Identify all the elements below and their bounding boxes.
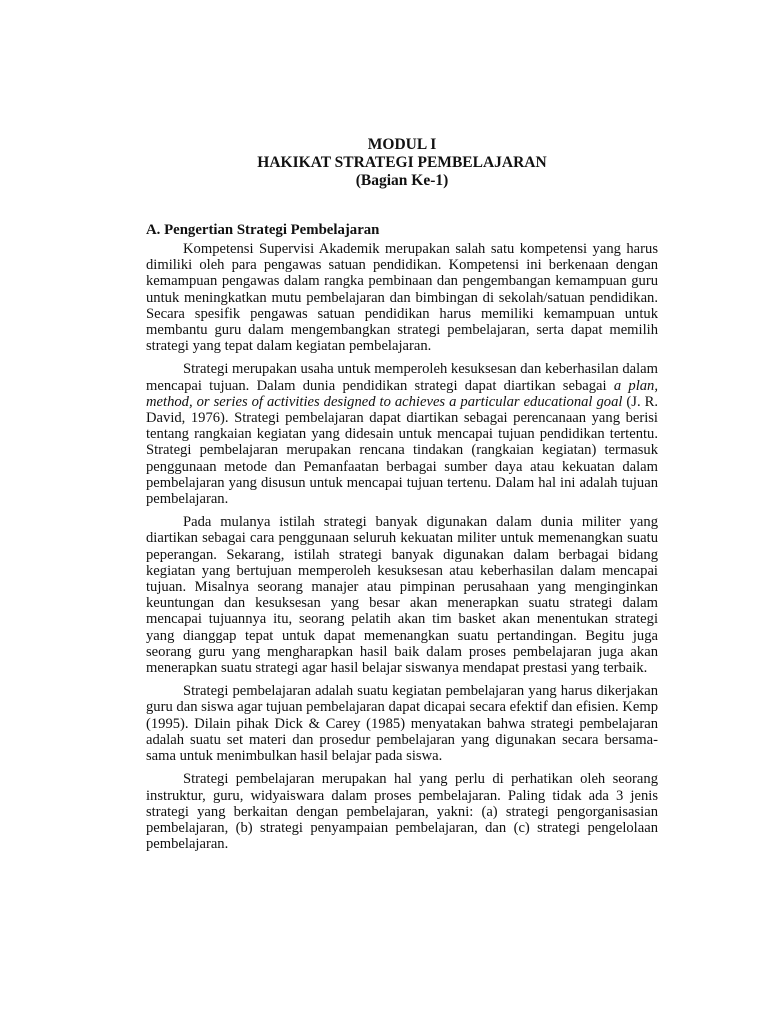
paragraph-4: Strategi pembelajaran adalah suatu kegiatan pembelajaran yang harus dikerjakan guru dan siswa agar tujuan pembelajaran dapat dicapai secara efektif dan efisien. Kemp (1995). Dilain pihak Dick & Carey (1985) menyatakan bahwa strategi pembelajaran adalah suatu set materi dan prosedur pembelajaran yang digunakan secara bersama-sama untuk menimbulkan hasil belajar pada siswa.: [146, 683, 658, 765]
paragraph-2-italic-quote: a plan, method, or series of activities designed to achieves a particular educational goal: [146, 377, 658, 410]
paragraph-5: Strategi pembelajaran merupakan hal yang perlu di perhatikan oleh seorang instruktur, guru, widyaiswara dalam proses pembelajaran. Paling tidak ada 3 jenis strategi yang berkaitan dengan pembelajaran, yakni: (a) strategi pengorganisasian pembelajaran, (b) strategi penyampaian pembelajaran, dan (c) strategi pengelolaan pembelajaran.: [146, 771, 658, 853]
paragraph-3: Pada mulanya istilah strategi banyak digunakan dalam dunia militer yang diartikan sebagai cara penggunaan seluruh kekuatan militer untuk memenangkan suatu peperangan. Sekarang, istilah strategi banyak digunakan dalam berbagai bidang kegiatan yang bertujuan memperoleh kesuksesan atau keberhasilan dalam mencapai tujuan. Misalnya seorang manajer atau pimpinan perusahaan yang menginginkan keuntungan dan kesuksesan yang besar akan menerapkan suatu strategi dalam mencapai tujuannya itu, seorang pelatih akan tim basket akan menentukan strategi yang dianggap tepat untuk dapat memenangkan suatu pertandingan. Begitu juga seorang guru yang mengharapkan hasil baik dalam proses pembelajaran juga akan menerapkan suatu strategi agar hasil belajar siswanya mendapat prestasi yang terbaik.: [146, 514, 658, 677]
paragraph-1: Kompetensi Supervisi Akademik merupakan salah satu kompetensi yang harus dimiliki oleh para pengawas satuan pendidikan. Kompetensi ini berkenaan dengan kemampuan pengawas dalam rangka pembinaan dan pengembangan kemampuan guru untuk meningkatkan mutu pembelajaran dan bimbingan di sekolah/satuan pendidikan. Secara spesifik pengawas satuan pendidikan harus memiliki kemampuan untuk membantu guru dalam mengembangkan strategi pembelajaran, serta dapat memilih strategi yang tepat dalam kegiatan pembelajaran.: [146, 241, 658, 355]
paragraph-2-text-before: Strategi merupakan usaha untuk memperoleh kesuksesan dan keberhasilan dalam mencapai tujuan. Dalam dunia pendidikan strategi dapat diartikan sebagai: [146, 361, 658, 394]
module-part: (Bagian Ke-1): [355, 172, 449, 189]
module-title: MODUL I: [367, 136, 437, 153]
paragraph-2: [146, 361, 658, 507]
section-heading: A. Pengertian Strategi Pembelajaran: [146, 222, 380, 238]
document-body: [146, 221, 658, 859]
title-block: [0, 136, 768, 190]
paragraph-2-text-after: (J. R. David, 1976). Strategi pembelajaran dapat diartikan sebagai perencanaan yang berisi tentang rangkaian kegiatan yang didesain untuk mencapai tujuan pendidikan tertentu. Strategi pembelajaran merupakan rencana tindakan (rangkaian kegiatan) termasuk penggunaan metode dan Pemanfaatan berbagai sumber daya atau kekuatan dalam pembelajaran yang disusun untuk mencapai tujuan tertenu. Dalam hal ini adalah tujuan pembelajaran.: [146, 393, 658, 508]
module-subtitle: HAKIKAT STRATEGI PEMBELAJARAN: [257, 154, 547, 171]
